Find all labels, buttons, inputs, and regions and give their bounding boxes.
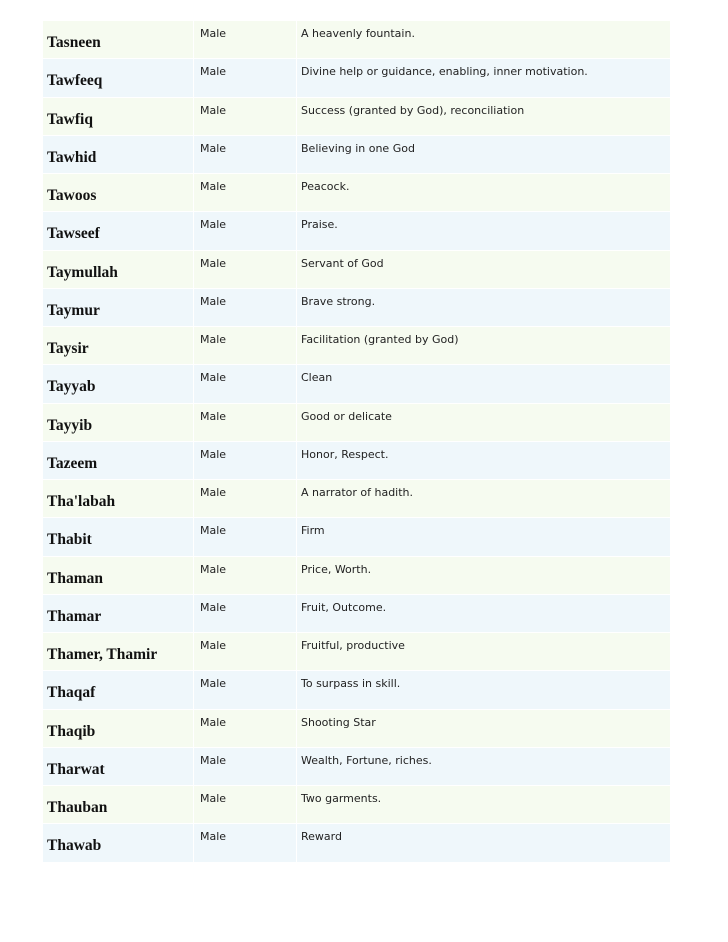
- name-text: Thaman: [47, 569, 103, 587]
- table-row: [43, 594, 670, 632]
- meaning-text: Praise.: [301, 218, 338, 232]
- meaning-text: A heavenly fountain.: [301, 27, 415, 40]
- gender-cell: [194, 250, 297, 288]
- table-row: [43, 288, 670, 326]
- gender-cell: [194, 21, 297, 59]
- name-text: Tawhid: [47, 148, 97, 166]
- name-text: Thamer, Thamir: [47, 646, 158, 663]
- table-row: [43, 174, 670, 212]
- gender-text: Male: [200, 792, 227, 805]
- gender-cell: [194, 556, 297, 594]
- name-cell: [43, 441, 194, 479]
- name-cell: [43, 518, 194, 556]
- table-row: [43, 403, 670, 441]
- names-table: [43, 21, 670, 863]
- names-table-body: [43, 21, 670, 862]
- meaning-cell: [297, 97, 671, 135]
- gender-cell: [194, 824, 297, 862]
- table-row: [43, 633, 670, 671]
- gender-text: Male: [200, 409, 227, 423]
- meaning-cell: [297, 480, 671, 518]
- name-text: Tazeem: [47, 454, 98, 472]
- gender-text: Male: [200, 447, 227, 461]
- gender-text: Male: [200, 333, 227, 346]
- name-text: Tharwat: [47, 760, 105, 778]
- meaning-cell: [297, 441, 671, 479]
- name-text: Taysir: [47, 340, 89, 357]
- name-cell: [43, 97, 194, 135]
- name-cell: [43, 594, 194, 632]
- gender-cell: [194, 403, 297, 441]
- name-text: Thaqib: [47, 722, 96, 740]
- name-cell: [43, 709, 194, 747]
- table-row: [43, 365, 670, 403]
- meaning-cell: [297, 59, 671, 97]
- meaning-cell: [297, 747, 671, 785]
- gender-text: Male: [200, 256, 227, 270]
- table-row: [43, 824, 670, 862]
- name-cell: [43, 747, 194, 785]
- meaning-text: Fruitful, productive: [301, 639, 405, 652]
- meaning-cell: [297, 709, 671, 747]
- meaning-cell: [297, 671, 671, 709]
- name-text: Taymur: [47, 301, 100, 319]
- gender-text: Male: [200, 218, 227, 232]
- gender-cell: [194, 709, 297, 747]
- gender-text: Male: [200, 27, 227, 40]
- gender-text: Male: [200, 486, 227, 499]
- meaning-text: Two garments.: [301, 792, 382, 805]
- meaning-cell: [297, 556, 671, 594]
- meaning-text: Reward: [301, 830, 342, 844]
- meaning-text: Fruit, Outcome.: [301, 600, 387, 614]
- gender-text: Male: [200, 715, 227, 729]
- name-text: Tha'labah: [47, 493, 116, 510]
- name-text: Thamar: [47, 607, 102, 625]
- name-cell: [43, 250, 194, 288]
- gender-text: Male: [200, 600, 227, 614]
- gender-text: Male: [200, 180, 227, 193]
- meaning-text: Honor, Respect.: [301, 447, 389, 461]
- meaning-text: Success (granted by God), reconciliation: [301, 103, 525, 117]
- table-row: [43, 212, 670, 250]
- gender-cell: [194, 174, 297, 212]
- name-text: Tawfiq: [47, 110, 93, 128]
- name-text: Tawseef: [47, 225, 100, 243]
- name-cell: [43, 212, 194, 250]
- table-row: [43, 250, 670, 288]
- table-row: [43, 441, 670, 479]
- meaning-text: Clean: [301, 371, 333, 385]
- table-row: [43, 747, 670, 785]
- meaning-text: Believing in one God: [301, 141, 415, 155]
- gender-text: Male: [200, 141, 227, 155]
- name-cell: [43, 824, 194, 862]
- gender-cell: [194, 288, 297, 326]
- table-row: [43, 59, 670, 97]
- name-cell: [43, 135, 194, 173]
- table-row: [43, 135, 670, 173]
- gender-cell: [194, 594, 297, 632]
- name-cell: [43, 671, 194, 709]
- table-row: [43, 556, 670, 594]
- gender-text: Male: [200, 753, 227, 767]
- meaning-text: Shooting Star: [301, 715, 376, 729]
- meaning-cell: [297, 633, 671, 671]
- gender-text: Male: [200, 524, 227, 538]
- name-text: Thauban: [47, 799, 108, 816]
- name-cell: [43, 327, 194, 365]
- name-text: Thabit: [47, 531, 92, 549]
- gender-cell: [194, 327, 297, 365]
- meaning-text: Facilitation (granted by God): [301, 333, 459, 346]
- gender-cell: [194, 633, 297, 671]
- meaning-text: Divine help or guidance, enabling, inner motivation.: [301, 65, 588, 79]
- meaning-cell: [297, 403, 671, 441]
- meaning-cell: [297, 786, 671, 824]
- meaning-text: Wealth, Fortune, riches.: [301, 753, 432, 767]
- gender-text: Male: [200, 562, 227, 576]
- table-row: [43, 671, 670, 709]
- gender-cell: [194, 212, 297, 250]
- name-text: Tayyab: [47, 378, 96, 396]
- meaning-cell: [297, 518, 671, 556]
- name-text: Taymullah: [47, 263, 118, 281]
- gender-text: Male: [200, 103, 227, 117]
- meaning-cell: [297, 135, 671, 173]
- name-cell: [43, 403, 194, 441]
- gender-text: Male: [200, 677, 227, 691]
- gender-cell: [194, 135, 297, 173]
- gender-text: Male: [200, 639, 227, 652]
- name-text: Tasneen: [47, 34, 101, 51]
- meaning-text: Brave strong.: [301, 294, 376, 308]
- meaning-text: Servant of God: [301, 256, 384, 270]
- meaning-text: A narrator of hadith.: [301, 486, 414, 499]
- name-cell: [43, 786, 194, 824]
- meaning-text: Peacock.: [301, 180, 350, 193]
- name-cell: [43, 633, 194, 671]
- meaning-cell: [297, 212, 671, 250]
- meaning-text: To surpass in skill.: [301, 677, 401, 691]
- table-row: [43, 97, 670, 135]
- name-text: Thaqaf: [47, 684, 96, 702]
- table-row: [43, 480, 670, 518]
- gender-cell: [194, 480, 297, 518]
- gender-text: Male: [200, 830, 227, 844]
- meaning-cell: [297, 21, 671, 59]
- meaning-text: Good or delicate: [301, 409, 392, 423]
- meaning-cell: [297, 594, 671, 632]
- name-cell: [43, 59, 194, 97]
- table-row: [43, 21, 670, 59]
- meaning-cell: [297, 365, 671, 403]
- table-row: [43, 327, 670, 365]
- name-cell: [43, 365, 194, 403]
- meaning-cell: [297, 250, 671, 288]
- meaning-cell: [297, 174, 671, 212]
- gender-cell: [194, 97, 297, 135]
- name-text: Tayyib: [47, 416, 93, 434]
- table-row: [43, 786, 670, 824]
- name-cell: [43, 288, 194, 326]
- gender-cell: [194, 786, 297, 824]
- name-cell: [43, 556, 194, 594]
- name-text: Thawab: [47, 837, 102, 855]
- gender-cell: [194, 671, 297, 709]
- meaning-cell: [297, 824, 671, 862]
- name-cell: [43, 21, 194, 59]
- meaning-text: Price, Worth.: [301, 562, 372, 576]
- gender-cell: [194, 441, 297, 479]
- name-cell: [43, 174, 194, 212]
- name-text: Tawfeeq: [47, 72, 103, 90]
- gender-cell: [194, 59, 297, 97]
- gender-cell: [194, 518, 297, 556]
- gender-text: Male: [200, 65, 227, 79]
- gender-text: Male: [200, 294, 227, 308]
- meaning-cell: [297, 327, 671, 365]
- name-cell: [43, 480, 194, 518]
- gender-cell: [194, 365, 297, 403]
- table-row: [43, 518, 670, 556]
- gender-cell: [194, 747, 297, 785]
- meaning-text: Firm: [301, 524, 325, 538]
- meaning-cell: [297, 288, 671, 326]
- table-row: [43, 709, 670, 747]
- name-text: Tawoos: [47, 187, 97, 204]
- gender-text: Male: [200, 371, 227, 385]
